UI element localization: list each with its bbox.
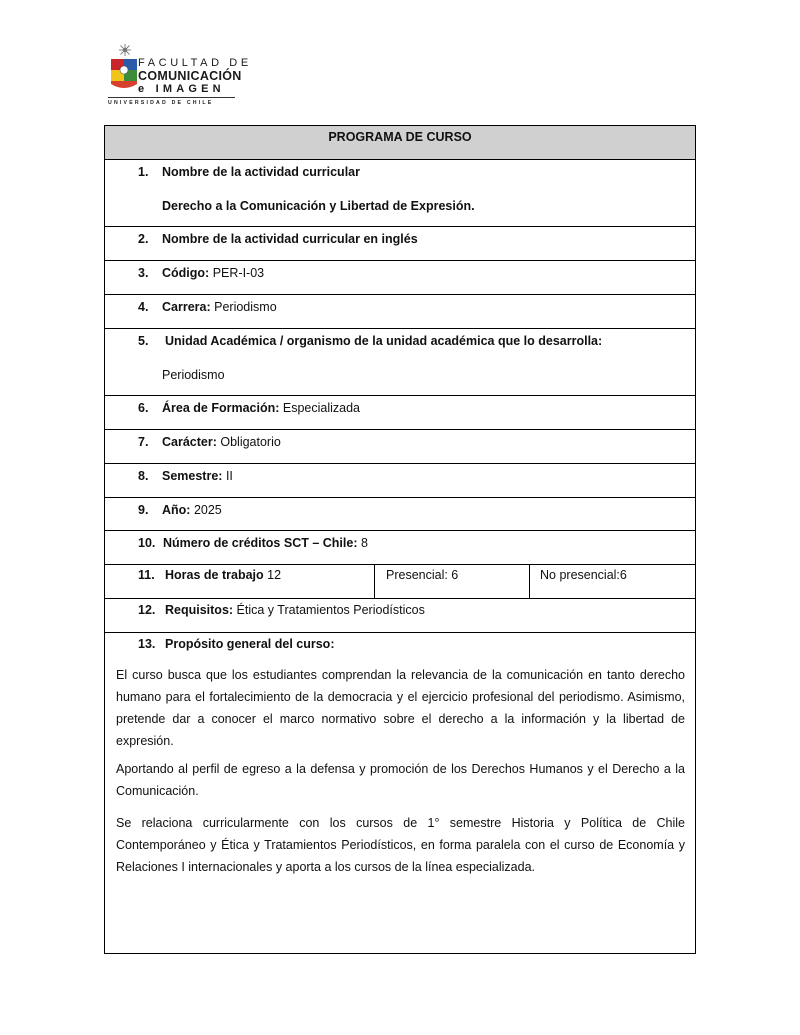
field-label: Nombre de la actividad curricular: [162, 165, 360, 179]
field-number: 9.: [138, 503, 149, 517]
field-number: 2.: [138, 232, 149, 246]
field-row-3: [105, 261, 695, 295]
field-number: 4.: [138, 300, 149, 314]
logo-line-image: e IMAGEN: [138, 83, 225, 95]
field-row-13: [105, 633, 695, 953]
field-value: 8: [360, 536, 368, 550]
field-row-8: [105, 464, 695, 498]
field-label: Número de créditos SCT – Chile: 8: [163, 536, 368, 550]
field-row-1: [105, 160, 695, 227]
field-label: Carrera: Periodismo: [162, 300, 277, 314]
field-number: 1.: [138, 165, 149, 179]
field-number: 5.: [138, 334, 149, 348]
page-title: PROGRAMA DE CURSO: [328, 130, 472, 144]
field-value: 2025: [193, 503, 222, 517]
field-value: Especializada: [282, 401, 361, 415]
purpose-paragraph-2: Aportando al perfil de egreso a la defensa y promoción de los Derechos Humanos y el Derecho a la Comunicación.: [116, 762, 685, 798]
course-program-table: [104, 125, 696, 954]
field-number: 6.: [138, 401, 149, 415]
university-emblem-icon: [108, 42, 142, 94]
logo-university: UNIVERSIDAD DE CHILE: [108, 100, 214, 106]
field-value: Obligatorio: [220, 435, 281, 449]
field-row-6: [105, 396, 695, 430]
field-number: 11.: [138, 568, 155, 582]
field-number: 3.: [138, 266, 149, 280]
field-label: Nombre de la actividad curricular en inglés: [162, 232, 418, 246]
field-number: 12.: [138, 603, 156, 617]
cell-divider: [529, 565, 530, 598]
academic-unit: Periodismo: [162, 368, 225, 382]
purpose-paragraph-3: Se relaciona curricularmente con los cursos de 1° semestre Historia y Política de Chile Contemporáneo y Ética y Tratamientos Periodísticos, en forma paralela con el curso de Economía y Relaciones I internacionales y aporta a los cursos de la línea especializada.: [116, 816, 685, 874]
field-value: 12: [267, 568, 282, 582]
field-row-11: [105, 565, 695, 599]
field-number: 10.: [138, 536, 156, 550]
field-number: 7.: [138, 435, 149, 449]
field-row-4: [105, 295, 695, 329]
logo-line-faculty: FACULTAD DE: [138, 57, 252, 69]
table-header: [105, 126, 695, 160]
logo-line-communication: COMUNICACIÓN: [138, 69, 242, 83]
cell-divider: [374, 565, 375, 598]
faculty-logo: [108, 42, 252, 110]
field-label: Requisitos: Ética y Tratamientos Periodísticos: [165, 603, 425, 617]
field-value: PER-I-03: [212, 266, 265, 280]
field-label: Carácter: Obligatorio: [162, 435, 281, 449]
logo-divider: [108, 97, 235, 98]
field-row-7: [105, 430, 695, 464]
field-label: Propósito general del curso:: [165, 637, 335, 651]
field-label: Código: PER-I-03: [162, 266, 265, 280]
field-label: Año: 2025: [162, 503, 222, 517]
presencial-hours: Presencial: 6: [386, 568, 459, 582]
field-number: 13.: [138, 637, 156, 651]
field-label: Semestre: II: [162, 469, 233, 483]
field-row-12: [105, 599, 695, 633]
field-row-2: [105, 227, 695, 261]
field-label: Horas de trabajo 12: [165, 568, 282, 582]
purpose-paragraph-1: El curso busca que los estudiantes comprendan la relevancia de la comunicación en tanto derecho humano para el fortalecimiento de la democracia y el ejercicio profesional del periodismo. Asimismo, pretende dar a conocer el marco normativo sobre el derecho a la información y la libertad de expresión.: [116, 668, 685, 748]
field-value: II: [225, 469, 233, 483]
field-number: 8.: [138, 469, 149, 483]
field-row-10: [105, 531, 695, 565]
no-presencial-hours: No presencial:6: [540, 568, 627, 582]
course-name: Derecho a la Comunicación y Libertad de Expresión.: [162, 199, 475, 213]
field-value: Ética y Tratamientos Periodísticos: [236, 603, 425, 617]
field-label: Área de Formación: Especializada: [162, 401, 361, 415]
field-row-5: [105, 329, 695, 396]
field-label: Unidad Académica / organismo de la unidad académica que lo desarrolla:: [165, 334, 603, 348]
field-row-9: [105, 498, 695, 531]
field-value: Periodismo: [214, 300, 277, 314]
